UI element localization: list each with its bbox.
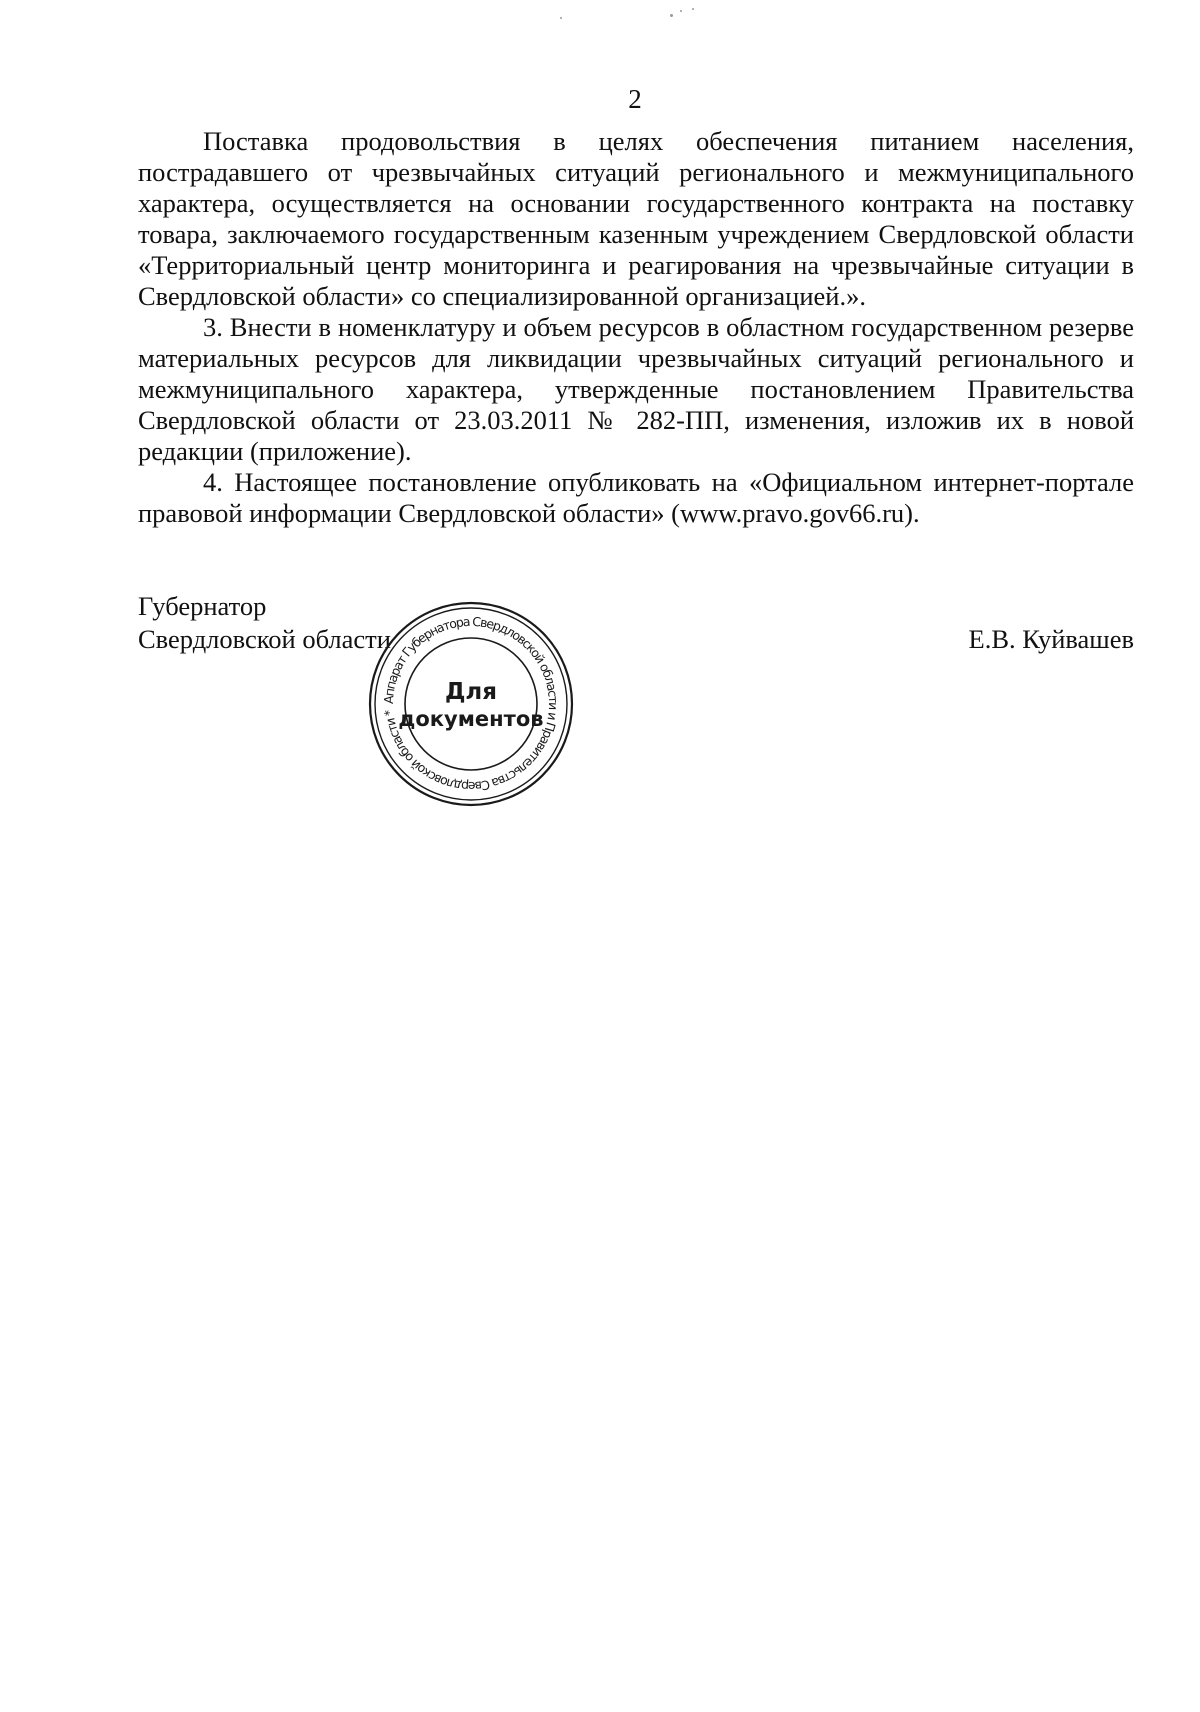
official-seal [365,598,577,810]
scan-speck [670,14,673,17]
seal-ring-text: Аппарат Губернатора Свердловской области и Правительства Свердловской области * [380,613,562,795]
scan-speck [692,8,694,10]
paragraph-item-4: 4. Настоящее постановление опубликовать на «Официальном интернет-портале правовой информации Свердловской области» (www.pravo.gov66.ru). [138,467,1134,528]
page-number: 2 [628,84,642,114]
scan-speck [680,10,682,12]
scan-speck [560,17,562,19]
signatory-name: Е.В. Куйвашев [968,624,1134,654]
seal-center-line2: документов [398,707,544,731]
paragraph-food-supply: Поставка продовольствия в целях обеспечения питанием населения, пострадавшего от чрезвычайных ситуаций регионального и межмуниципального характера, осуществляется на основании государственного контракта на поставку товара, заключаемого государственным казенным учреждением Свердловской области «Территориальный центр мониторинга и реагирования на чрезвычайные ситуации в Свердловской области» со специализированной организацией.». [138,126,1134,311]
paragraph-item-3: 3. Внести в номенклатуру и объем ресурсов в областном государственном резерве материальных ресурсов для ликвидации чрезвычайных ситуаций регионального и межмуниципального характера, утвержденные постановлением Правительства Свердловской области от 23.03.2011 № 282-ПП, изменения, изложив их в новой редакции (приложение). [138,312,1134,466]
signatory-region: Свердловской области [138,624,391,654]
seal-center-line1: Для [444,679,498,705]
signature-block [138,590,1134,656]
signatory-title: Губернатор [138,591,267,621]
document-body [138,126,1134,529]
